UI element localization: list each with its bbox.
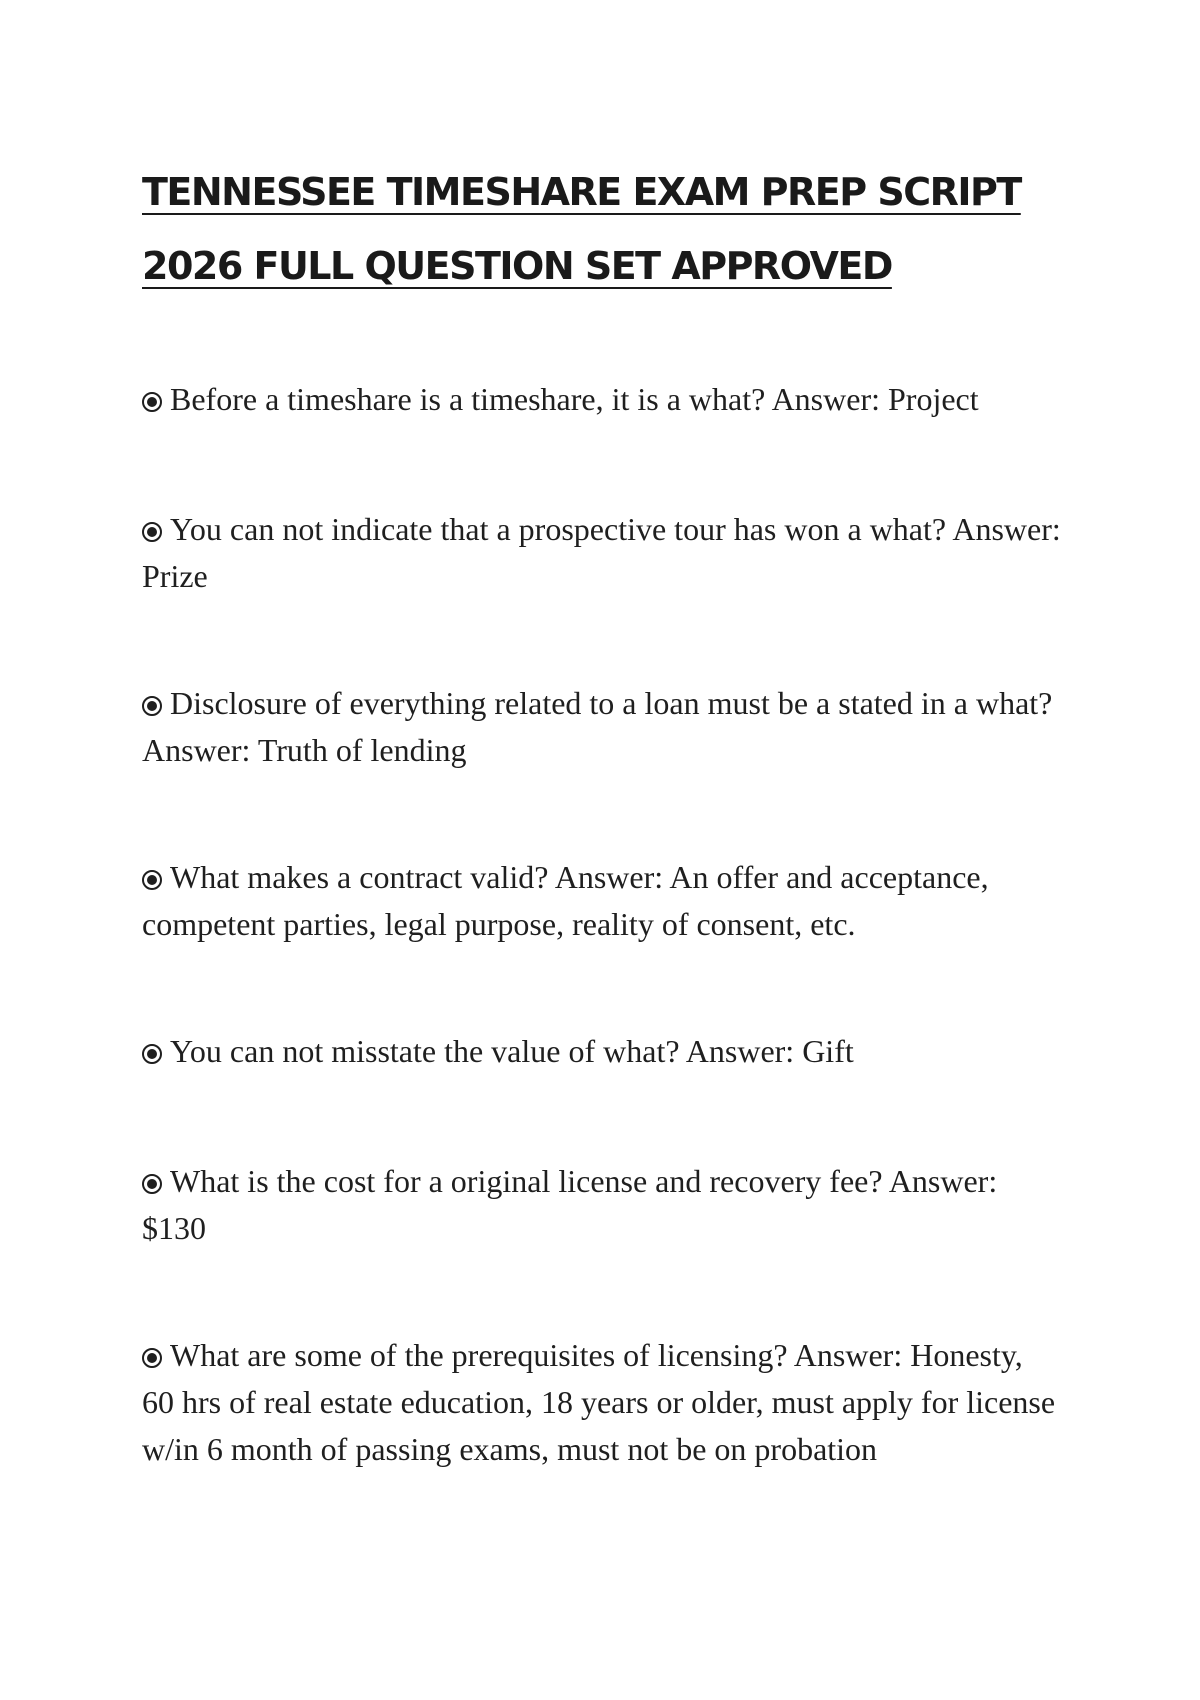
bullet-icon (142, 392, 162, 412)
bullet-icon (142, 1044, 162, 1064)
qa-item (142, 506, 1062, 600)
bullet-icon (142, 870, 162, 890)
qa-item (142, 1332, 1062, 1473)
qa-text: You can not indicate that a prospective tour has won a what? Answer: Prize (142, 511, 1061, 594)
bullet-icon (142, 1348, 162, 1368)
qa-text: What are some of the prerequisites of licensing? Answer: Honesty, 60 hrs of real estate education, 18 years or older, must apply for license w/in 6 month of passing exams, must not be on probation (142, 1337, 1056, 1467)
document-title (142, 155, 1021, 303)
qa-text: Before a timeshare is a timeshare, it is a what? Answer: Project (170, 381, 979, 417)
qa-item (142, 1158, 1062, 1252)
bullet-icon (142, 522, 162, 542)
qa-item (142, 376, 1062, 423)
qa-text: What makes a contract valid? Answer: An offer and acceptance, competent parties, legal purpose, reality of consent, etc. (142, 859, 989, 942)
qa-item (142, 854, 1062, 948)
bullet-icon (142, 1174, 162, 1194)
title-line-1: TENNESSEE TIMESHARE EXAM PREP SCRIPT (142, 170, 1021, 214)
bullet-icon (142, 696, 162, 716)
qa-text: Disclosure of everything related to a loan must be a stated in a what? Answer: Truth of lending (142, 685, 1053, 768)
title-line-2: 2026 FULL QUESTION SET APPROVED (142, 244, 892, 288)
qa-text: What is the cost for a original license and recovery fee? Answer: $130 (142, 1163, 998, 1246)
qa-item (142, 1028, 1062, 1075)
qa-text: You can not misstate the value of what? Answer: Gift (170, 1033, 854, 1069)
qa-item (142, 680, 1062, 774)
